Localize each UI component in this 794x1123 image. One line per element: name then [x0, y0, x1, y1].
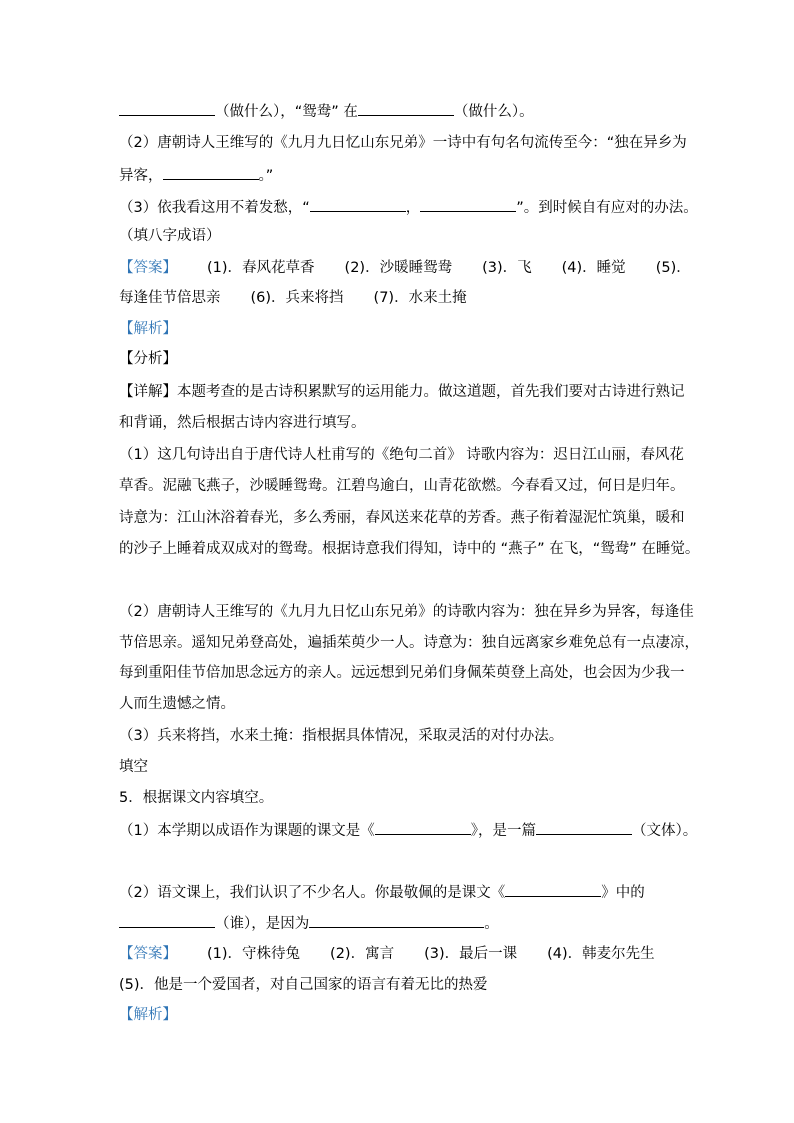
blank: [119, 101, 215, 116]
text: 。: [484, 916, 499, 932]
answer-item: (6)．兵来将挡: [250, 290, 344, 306]
answer-item: (5)．: [655, 260, 691, 276]
text: （1）本学期以成语作为课题的课文是《: [119, 823, 375, 839]
answer-item: 每逢佳节倍思亲: [119, 290, 221, 306]
text-line: [119, 165, 273, 186]
answer-item: (1)．春风花草香: [207, 260, 315, 276]
text: 。”: [258, 168, 274, 184]
text: （文体）。: [631, 823, 698, 839]
blank: [505, 882, 601, 897]
text-line: [119, 913, 499, 934]
text-line: 和背诵，然后根据古诗内容进行填写。: [119, 415, 366, 431]
text-line: 每到重阳佳节倍加思念远方的亲人。远远想到兄弟们身佩茱萸登上高处，也会因为少我一: [119, 665, 685, 681]
blank: [119, 913, 215, 928]
answer-item: (2)．沙暖睡鸳鸯: [344, 260, 453, 276]
section-label: 填空: [119, 759, 148, 775]
text: 》中的: [601, 885, 645, 901]
blank: [536, 820, 632, 835]
text: （谁），是因为: [215, 916, 310, 932]
answer-item: (4)．韩麦尔先生: [547, 946, 655, 962]
text-line: 节倍思亲。遥知兄弟登高处，遍插茱萸少一人。诗意为：独自远离家乡难免总有一点凄凉，: [119, 635, 699, 651]
text-line: 人而生遗憾之情。: [119, 696, 235, 712]
text-line: （3）兵来将挡，水来土掩：指根据具体情况，采取灵活的对付办法。: [119, 728, 564, 744]
blank: [309, 913, 484, 928]
text-line: [119, 820, 697, 841]
text: （做什么），“鸳鸯” 在: [215, 104, 358, 120]
text: 》，是一篇: [470, 823, 536, 839]
analysis-tag: 【解析】: [119, 1007, 177, 1023]
answer-line: [119, 288, 467, 308]
answer-item: (1)．守株待兔: [207, 946, 301, 962]
text-line: [119, 101, 534, 122]
answer-item: (2)．寓言: [330, 946, 395, 962]
blank: [358, 101, 454, 116]
text-line: 【详解】本题考查的是古诗积累默写的运用能力。做这道题，首先我们要对古诗进行熟记: [119, 384, 685, 400]
text: （3）依我看这用不着发愁，“: [119, 200, 310, 216]
text-line: [119, 882, 645, 903]
text: ，: [405, 200, 421, 216]
answer-item: (3)．飞: [482, 260, 532, 276]
text-line: （1）这几句诗出自于唐代诗人杜甫写的《绝句二首》 诗歌内容为：迟日江山丽，春风花: [119, 447, 684, 463]
answer-tag: 【答案】: [119, 260, 177, 276]
fenxi-heading: 【分析】: [119, 351, 177, 367]
answer-item: (4)．睡觉: [561, 260, 626, 276]
analysis-tag: 【解析】: [119, 321, 177, 337]
text-line: [119, 197, 698, 218]
blank: [420, 197, 516, 212]
text: 异客，: [119, 168, 163, 184]
text: （做什么）。: [453, 104, 534, 120]
blank: [163, 165, 259, 180]
answer-line: [119, 258, 691, 278]
blank: [310, 197, 406, 212]
answer-item: (3)．最后一课: [424, 946, 518, 962]
text-line: 草香。泥融飞燕子，沙暖睡鸳鸯。江碧鸟逾白，山青花欲燃。今春看又过，何日是归年。: [119, 478, 685, 494]
text-line: （填八字成语）: [119, 228, 221, 244]
text-line: 的沙子上睡着成双成对的鸳鸯。根据诗意我们得知，诗中的 “燕子” 在飞，“鸳鸯” 在睡觉。: [119, 541, 700, 557]
answer-item: (7)．水来土掩: [373, 290, 467, 306]
blank: [375, 820, 471, 835]
answer-tag: 【答案】: [119, 946, 177, 962]
answer-line: [119, 944, 655, 964]
text-line: （2）唐朝诗人王维写的《九月九日忆山东兄弟》一诗中有句名句流传至今：“独在异乡为: [119, 135, 687, 151]
text: ”。到时候自有应对的办法。: [516, 200, 698, 216]
answer-line: (5)．他是一个爱国者，对自己国家的语言有着无比的热爱: [119, 977, 488, 993]
question-title: 5．根据课文内容填空。: [119, 790, 274, 806]
text: （2）语文课上，我们认识了不少名人。你最敬佩的是课文《: [119, 885, 506, 901]
text-line: 诗意为：江山沐浴着春光，多么秀丽，春风送来花草的芳香。燕子衔着湿泥忙筑巢，暖和: [119, 510, 685, 526]
text-line: （2）唐朝诗人王维写的《九月九日忆山东兄弟》的诗歌内容为：独在异乡为异客，每逢佳: [119, 604, 694, 620]
